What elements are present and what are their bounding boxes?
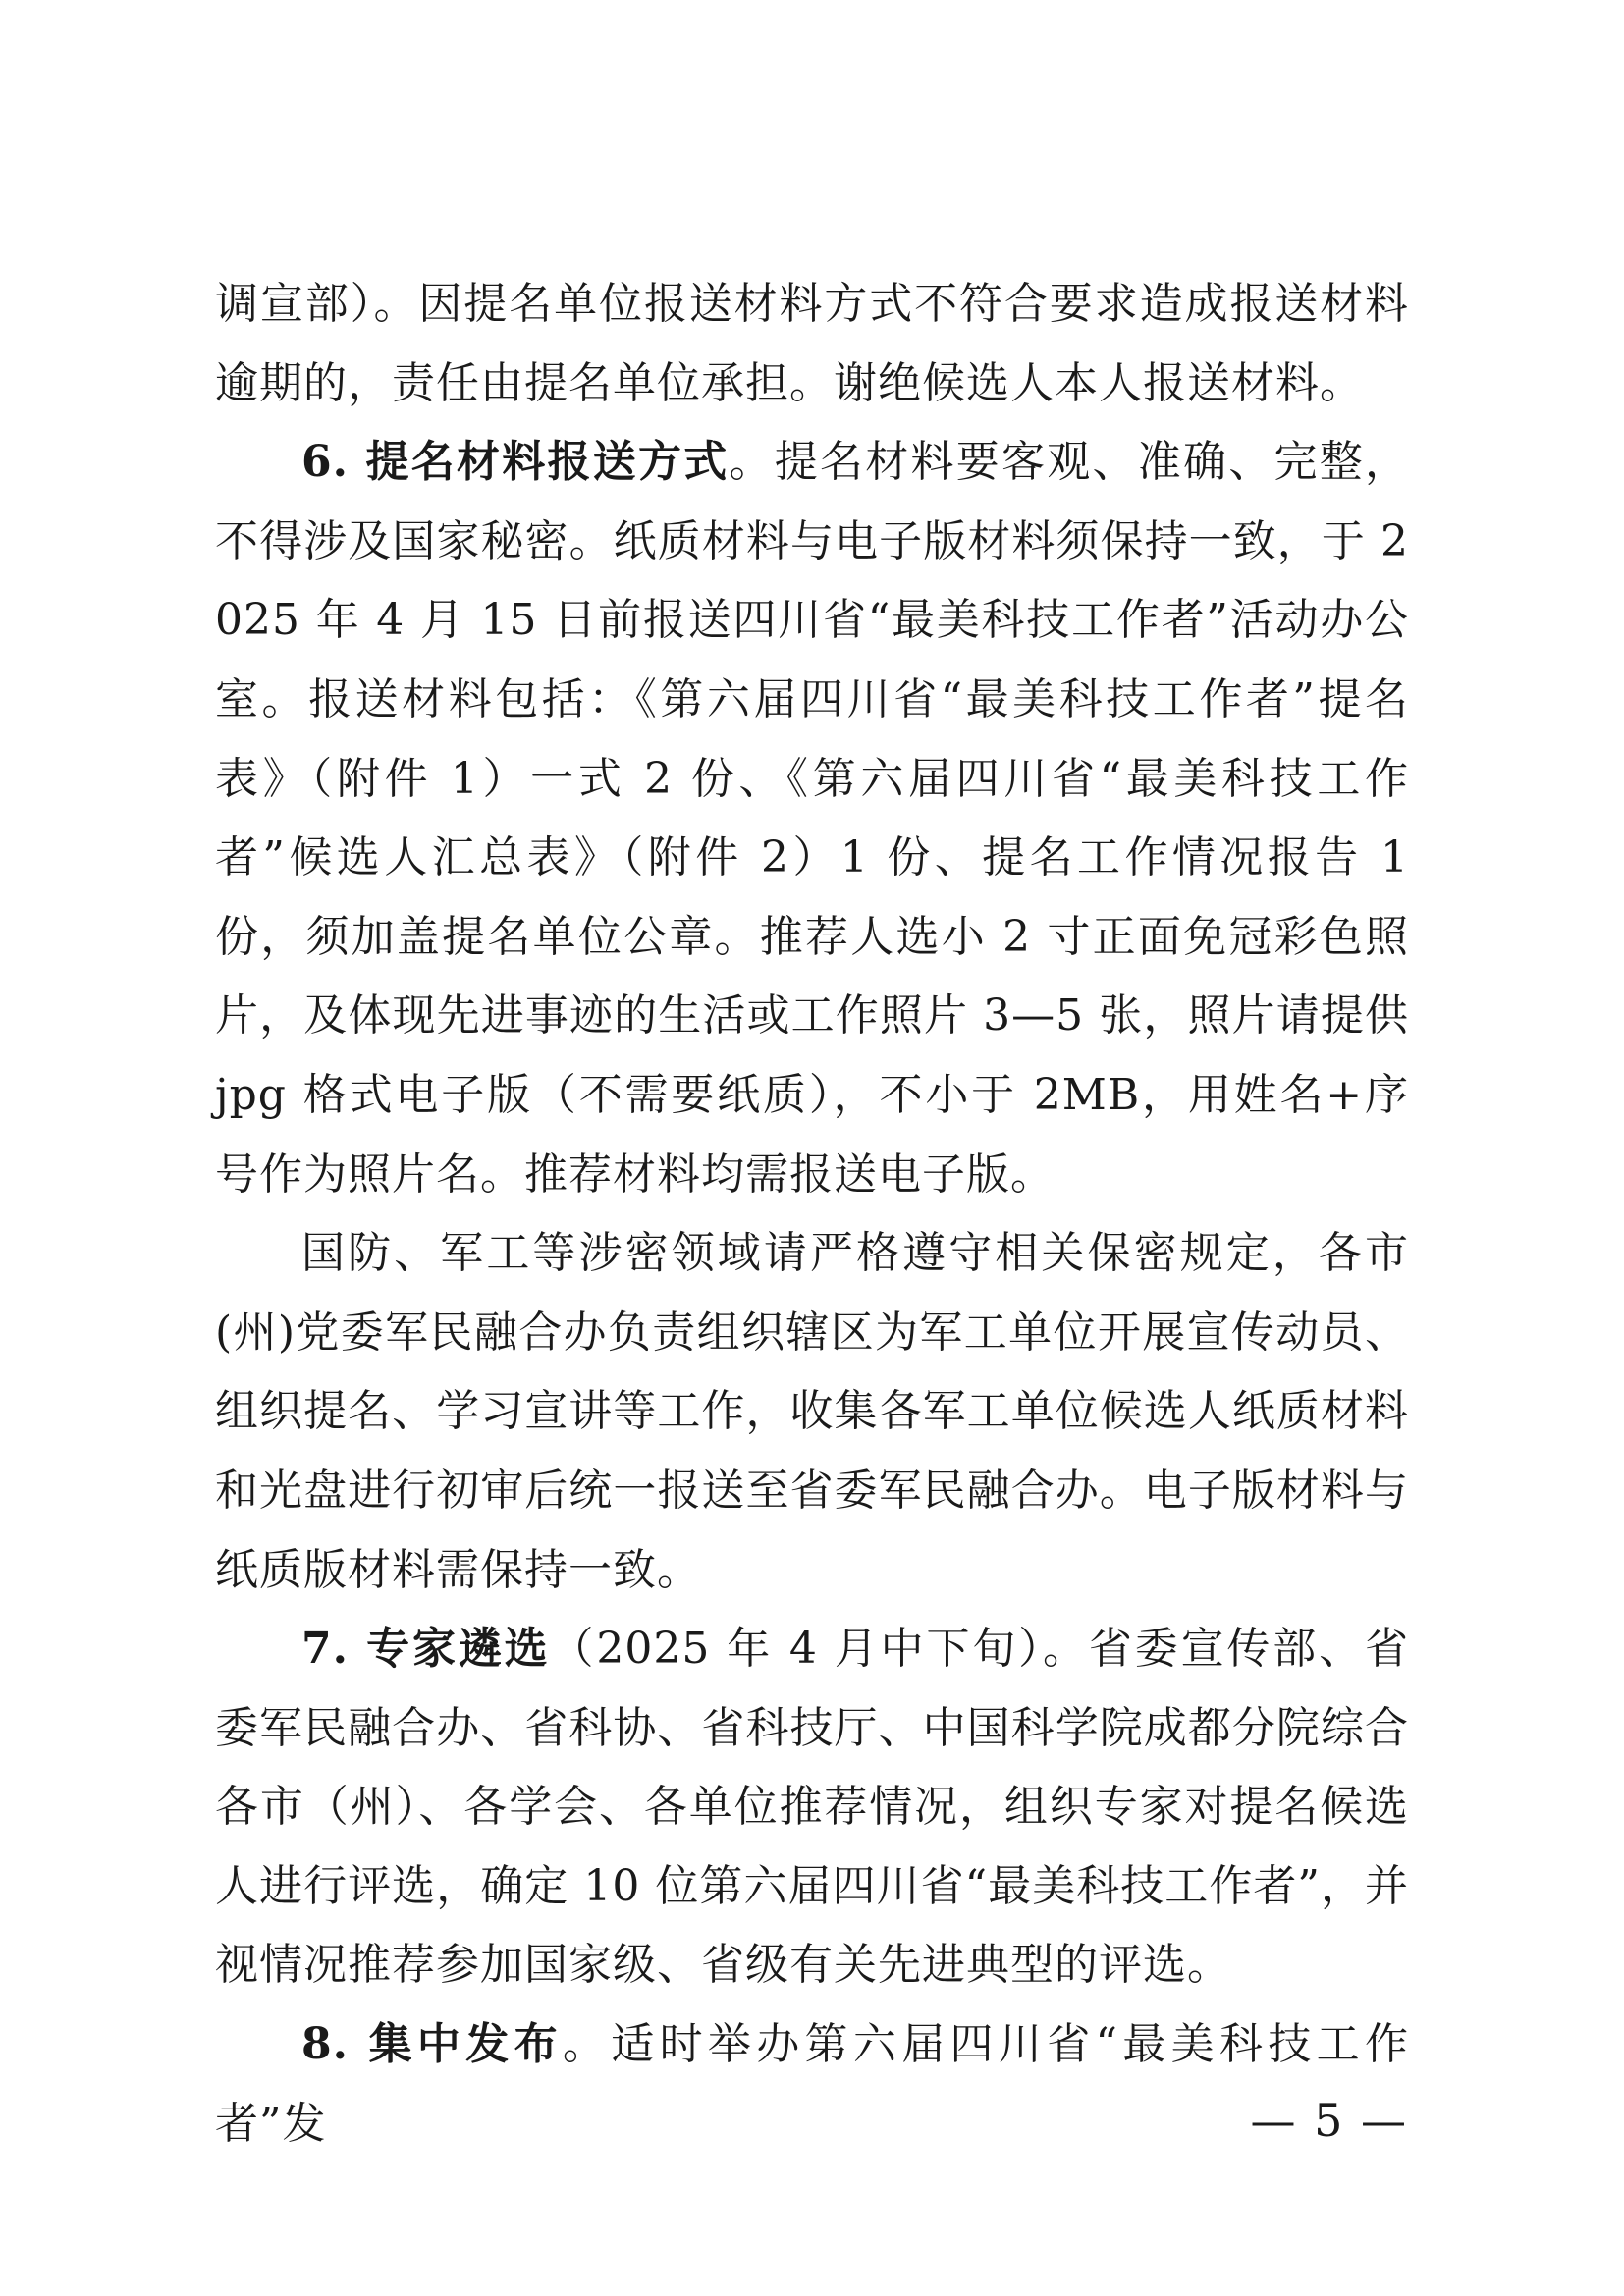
section-heading-8: 8. 集中发布 bbox=[301, 2019, 563, 2070]
paragraph-text: 国防、军工等涉密领域请严格遵守相关保密规定，各市(州)党委军民融合办负责组织辖区为军工单位开展宣传动员、组织提名、学习宣讲等工作，收集各军工单位候选人纸质材料和光盘进行初审后统一报送至省委军民融合办。电子版材料与纸质版材料需保持一致。 bbox=[215, 1228, 1409, 1595]
body-text bbox=[215, 265, 1409, 2163]
paragraph-text: 调宣部）。因提名单位报送材料方式不符合要求造成报送材料逾期的，责任由提名单位承担。谢绝候选人本人报送材料。 bbox=[215, 279, 1409, 408]
paragraph-2 bbox=[215, 423, 1409, 1214]
paragraph-text: 。提名材料要客观、准确、完整，不得涉及国家秘密。纸质材料与电子版材料须保持一致，于 2025 年 4 月 15 日前报送四川省“最美科技工作者”活动办公室。报送材料包括：《第六届四川省“最美科技工作者”提名表》（附件 1）一式 2 份、《第六届四川省“最美科技工作者”候选人汇总表》（附件 2）1 份、提名工作情况报告 1 份，须加盖提名单位公章。推荐人选小 2 寸正面免冠彩色照片，及体现先进事迹的生活或工作照片 3—5 张，照片请提供 jpg 格式电子版（不需要纸质），不小于 2MB，用姓名+序号作为照片名。推荐材料均需报送电子版。 bbox=[215, 437, 1409, 1200]
paragraph-3 bbox=[215, 1214, 1409, 1610]
paragraph-4 bbox=[215, 1610, 1409, 2005]
page-number: — 5 — bbox=[1250, 2094, 1408, 2147]
paragraph-text: 。适时举办第六届四川省“最美科技工作者”发 bbox=[215, 2019, 1409, 2149]
section-heading-7: 7. 专家遴选 bbox=[301, 1624, 551, 1675]
paragraph-5 bbox=[215, 2005, 1409, 2163]
section-heading-6: 6. 提名材料报送方式 bbox=[301, 437, 730, 488]
paragraph-1 bbox=[215, 265, 1409, 423]
paragraph-text: （2025 年 4 月中下旬）。省委宣传部、省委军民融合办、省科协、省科技厅、中国科学院成都分院综合各市（州）、各学会、各单位推荐情况，组织专家对提名候选人进行评选，确定 10 位第六届四川省“最美科技工作者”，并视情况推荐参加国家级、省级有关先进典型的评选。 bbox=[215, 1624, 1409, 1991]
